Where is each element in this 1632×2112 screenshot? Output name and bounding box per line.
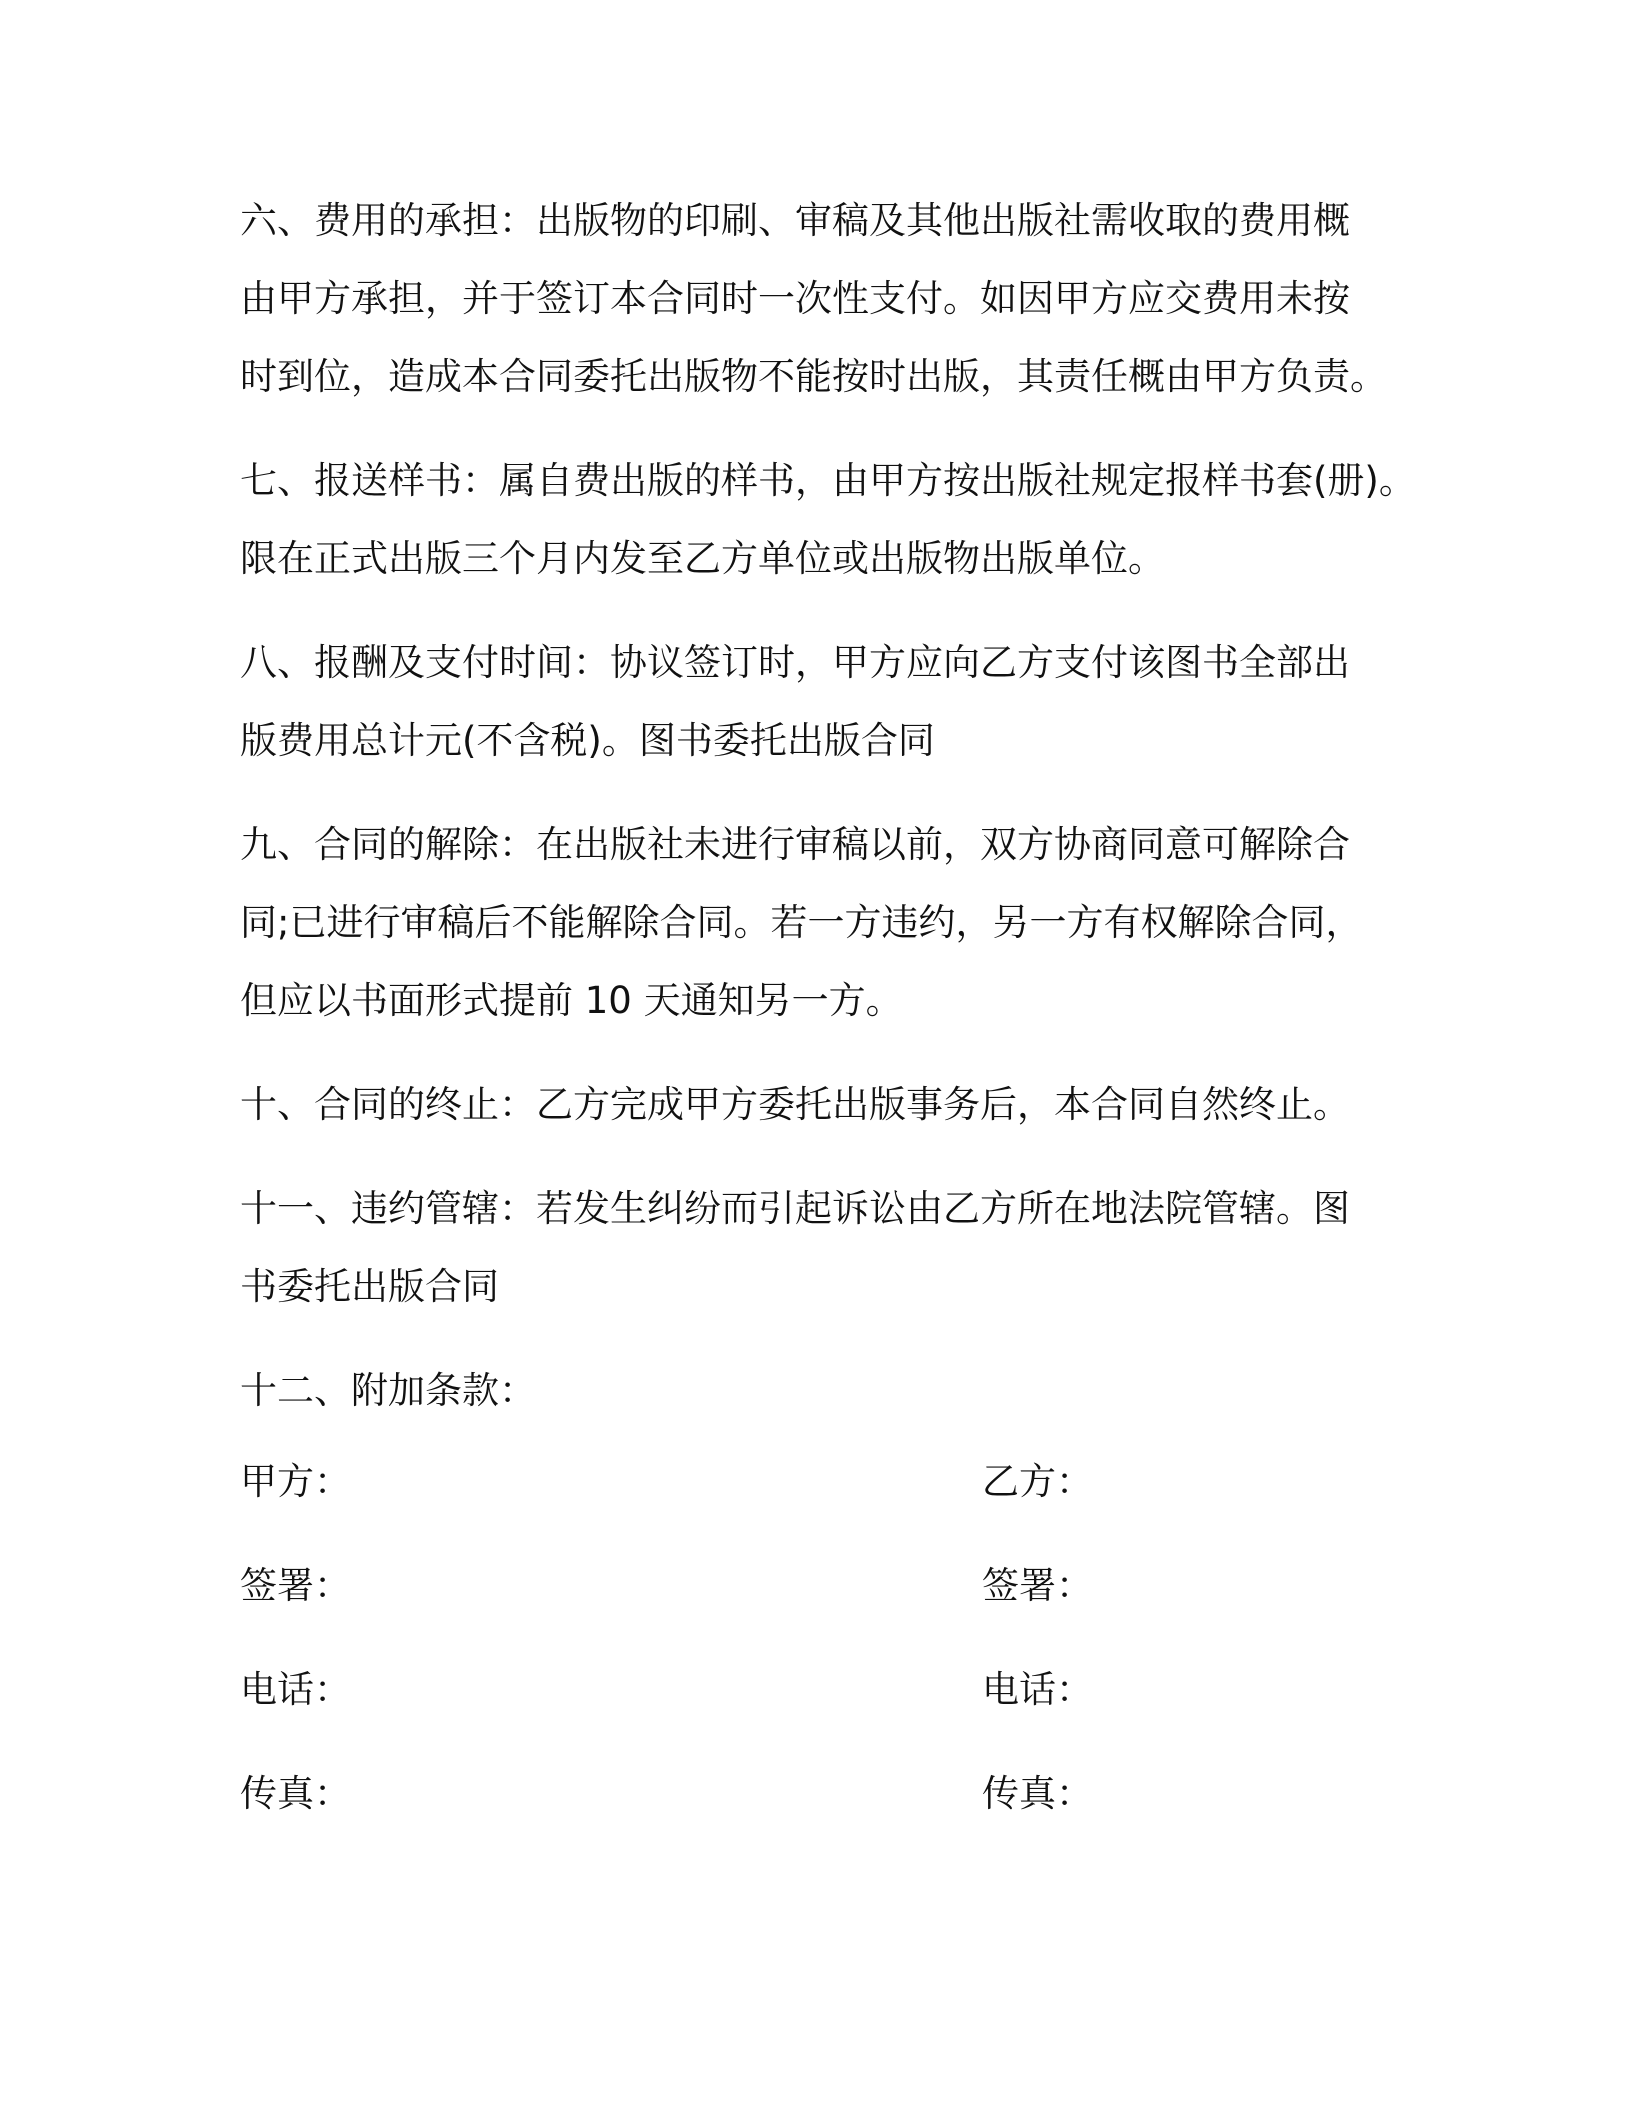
clause-line: 八、报酬及支付时间：协议签订时，甲方应向乙方支付该图书全部出 — [240, 641, 1350, 684]
clause-11-jurisdiction — [240, 1170, 1430, 1326]
contract-clauses — [240, 182, 1430, 1456]
party-a-phone-label: 电话： — [240, 1668, 351, 1711]
clause-line: 同;已进行审稿后不能解除合同。若一方违约，另一方有权解除合同， — [240, 901, 1363, 944]
party-b-fax-label: 传真： — [982, 1772, 1093, 1815]
party-a-signature-label: 签署： — [240, 1564, 351, 1607]
clause-line: 九、合同的解除：在出版社未进行审稿以前，双方协商同意可解除合 — [240, 823, 1350, 866]
clause-7-sample-books — [240, 442, 1430, 598]
clause-line: 限在正式出版三个月内发至乙方单位或出版物出版单位。 — [240, 537, 1165, 580]
clause-8-payment — [240, 624, 1430, 780]
signature-row-sign — [240, 1534, 1430, 1638]
clause-12-additional-terms — [240, 1352, 1430, 1430]
clause-line: 十一、违约管辖：若发生纠纷而引起诉讼由乙方所在地法院管辖。图 — [240, 1187, 1350, 1230]
party-a-label: 甲方： — [240, 1460, 351, 1503]
clause-line: 十、合同的终止：乙方完成甲方委托出版事务后，本合同自然终止。 — [240, 1083, 1350, 1126]
clause-line: 七、报送样书：属自费出版的样书，由甲方按出版社规定报样书套(册)。 — [240, 459, 1416, 502]
party-a-fax-label: 传真： — [240, 1772, 351, 1815]
signature-row-party — [240, 1430, 1430, 1534]
clause-line: 版费用总计元(不含税)。图书委托出版合同 — [240, 719, 935, 762]
clause-line: 但应以书面形式提前 10 天通知另一方。 — [240, 979, 903, 1022]
clause-line: 由甲方承担，并于签订本合同时一次性支付。如因甲方应交费用未按 — [240, 277, 1350, 320]
clause-10-termination — [240, 1066, 1430, 1144]
party-b-label: 乙方： — [982, 1460, 1093, 1503]
clause-6-cost-bearing — [240, 182, 1430, 416]
clause-line: 六、费用的承担：出版物的印刷、审稿及其他出版社需收取的费用概 — [240, 199, 1350, 242]
clause-line: 书委托出版合同 — [240, 1265, 499, 1308]
clause-line: 时到位，造成本合同委托出版物不能按时出版，其责任概由甲方负责。 — [240, 355, 1387, 398]
signature-block — [240, 1430, 1430, 1846]
party-b-signature-label: 签署： — [982, 1564, 1093, 1607]
signature-row-fax — [240, 1742, 1430, 1846]
clause-9-termination-by-rescission — [240, 806, 1430, 1040]
signature-row-phone — [240, 1638, 1430, 1742]
party-b-phone-label: 电话： — [982, 1668, 1093, 1711]
clause-line: 十二、附加条款： — [240, 1369, 536, 1412]
